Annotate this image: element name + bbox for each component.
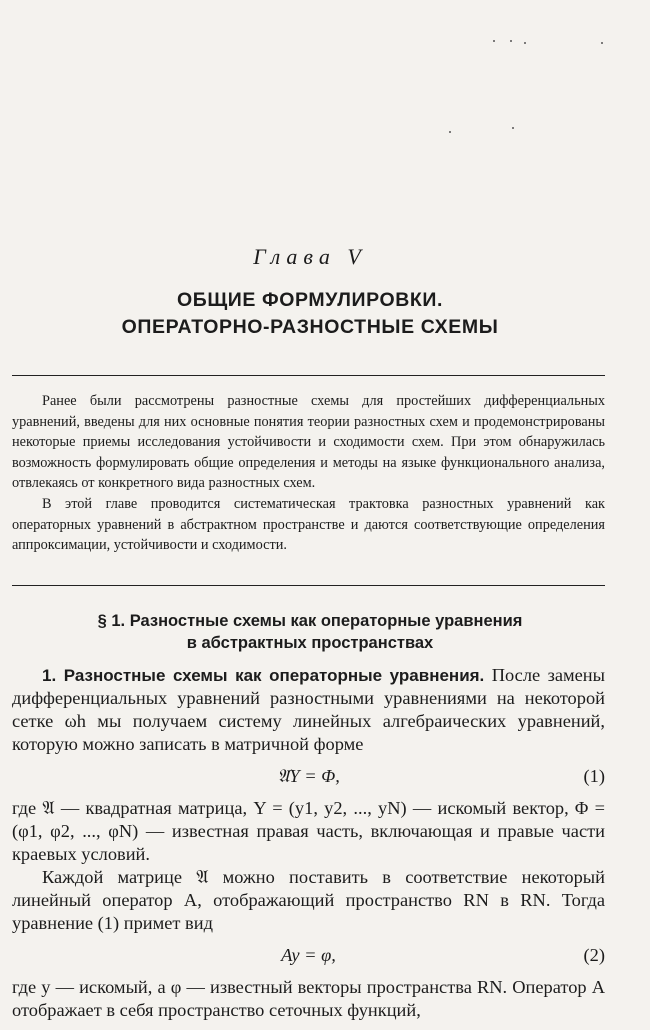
print-speck (449, 131, 451, 133)
equation-1 (12, 758, 605, 794)
print-speck (601, 42, 603, 44)
section-title (0, 610, 620, 654)
subsection-heading: 1. Разностные схемы как операторные уравнения. (42, 666, 485, 685)
abstract-paragraph-2: В этой главе проводится систематическая трактовка разностных уравнений как операторных уравнений в абстрактном пространстве и даются соответствующие определения аппроксимации, устойчивости и сходимости. (12, 495, 605, 554)
abstract-bottom-rule (12, 585, 605, 586)
abstract-top-rule (12, 375, 605, 376)
section-title-line-2: в абстрактных пространствах (186, 634, 434, 652)
body-paragraph-2: где 𝔄 — квадратная матрица, Y = (y1, y2, ..., yN) — искомый вектор, Φ = (φ1, φ2, ..., φN) — известная правая часть, включающая и правые части краевых условий. (12, 798, 605, 864)
equation-2-formula: Ay = φ, (281, 945, 336, 965)
equation-1-number: (1) (583, 766, 605, 786)
chapter-title (0, 287, 620, 341)
body-paragraph-4: где y — искомый, а φ — известный векторы пространства RN. Оператор A отображает в себя пространство сеточных функций, (12, 977, 605, 1020)
equation-2-number: (2) (583, 945, 605, 965)
abstract-paragraph-1: Ранее были рассмотрены разностные схемы для простейших дифференциальных уравнений, введены для них основные понятия теории разностных схем и продемонстрированы некоторые приемы исследования устойчивости и сходимости схем. При этом обнаружилась возможность формулировать общие определения и методы на языке функционального анализа, отвлекаясь от конкретного вида разностных схем. (12, 393, 605, 492)
body-paragraph-1 (12, 664, 605, 756)
print-speck (510, 40, 512, 42)
chapter-title-line-1: ОБЩИЕ ФОРМУЛИРОВКИ. (176, 289, 444, 311)
chapter-title-line-2: ОПЕРАТОРНО-РАЗНОСТНЫЕ СХЕМЫ (121, 316, 499, 338)
print-speck (524, 42, 526, 44)
chapter-label: Глава V (253, 244, 367, 269)
body-paragraph-3: Каждой матрице 𝔄 можно поставить в соответствие некоторый линейный оператор A, отображающий пространство RN в RN. Тогда уравнение (1) примет вид (12, 867, 605, 933)
print-speck (493, 40, 495, 42)
main-text (12, 664, 605, 1022)
equation-2 (12, 937, 605, 973)
equation-1-formula: 𝔄Y = Φ, (277, 766, 340, 786)
chapter-abstract (12, 391, 605, 556)
body-paragraph-1-text: После замены дифференциальных уравнений разностными уравнениями на некоторой сетке ωh мы получаем систему линейных алгебраических уравнений, которую можно записать в матричной форме (12, 665, 605, 754)
section-title-line-1: § 1. Разностные схемы как операторные уравнения (97, 612, 523, 630)
print-speck (512, 127, 514, 129)
